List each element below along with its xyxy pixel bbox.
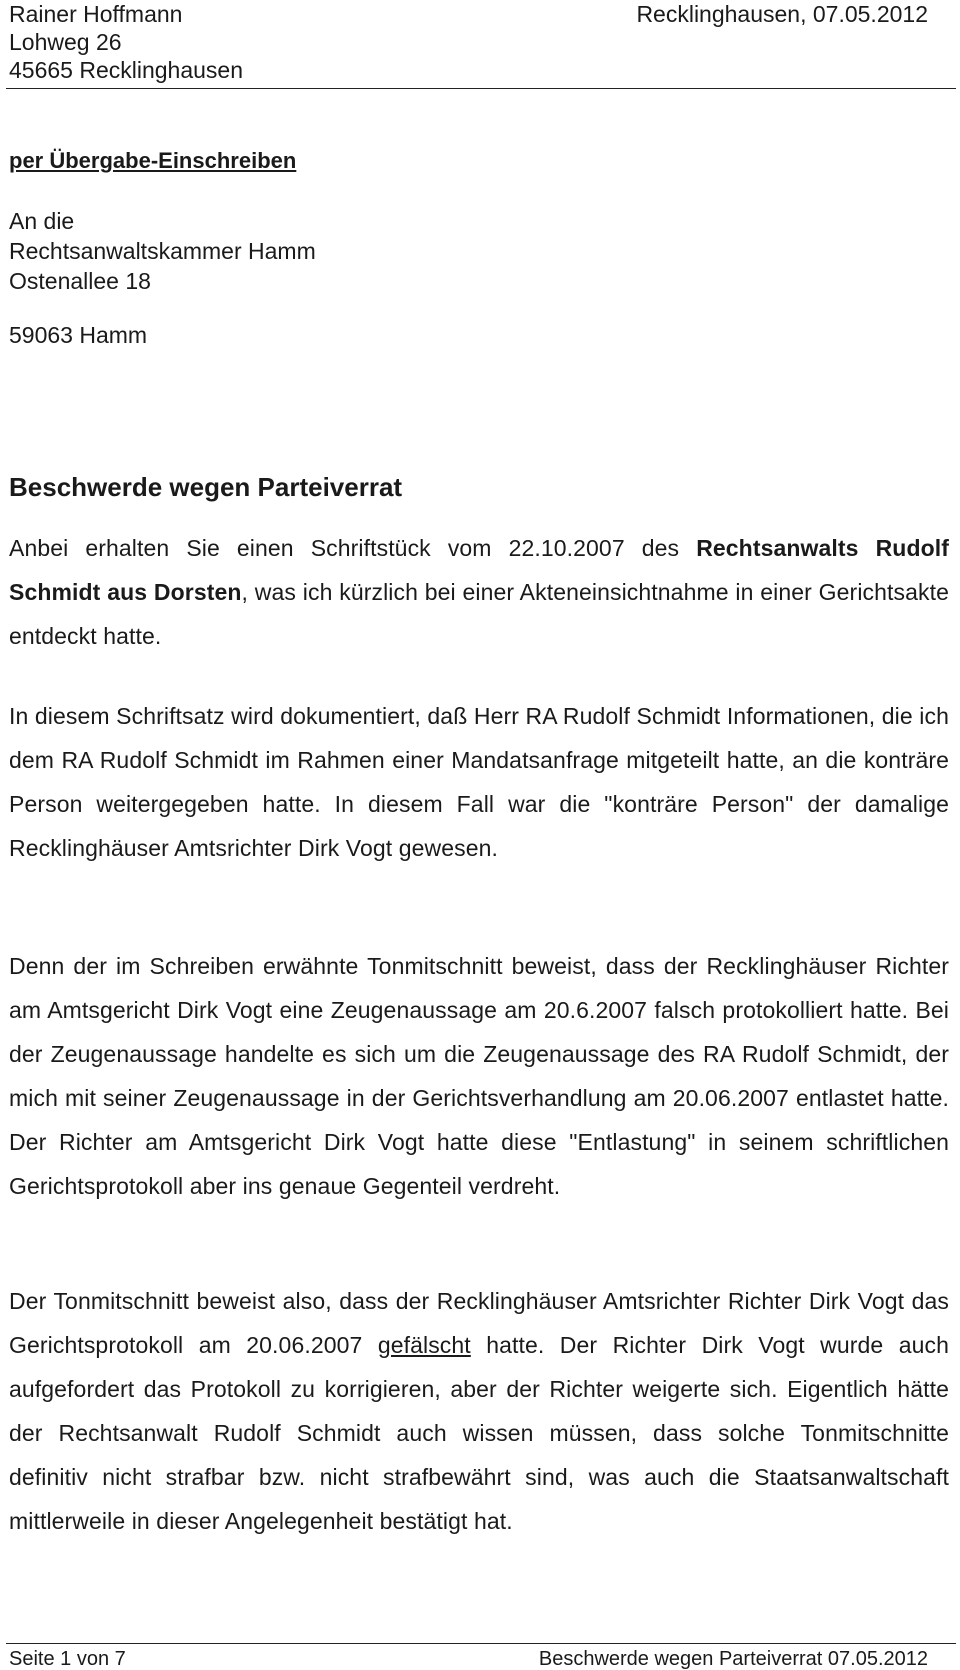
subject-line: Beschwerde wegen Parteiverrat [9, 472, 403, 502]
paragraph-4 [9, 1279, 949, 1543]
footer-divider [6, 1643, 956, 1644]
sender-name: Rainer Hoffmann [9, 1, 183, 27]
recipient-address [9, 206, 316, 296]
paragraph-2: In diesem Schriftsatz wird dokumentiert, daß Herr RA Rudolf Schmidt Informationen, die ich dem RA Rudolf Schmidt im Rahmen einer Mandatsanfrage mitgeteilt hatte, an die konträre Person weitergegeben hatte. In diesem Fall war die "konträre Person" der damalige Recklinghäuser Amtsrichter Dirk Vogt gewesen. [9, 703, 949, 861]
paragraph-1-text-c: , was ich kürzlich bei einer Akteneinsichtnahme in einer Gerichtsakte entdeckt hatte. [9, 579, 949, 649]
sender-city: 45665 Recklinghausen [9, 57, 244, 83]
paragraph-1-text-a: Anbei erhalten Sie einen Schriftstück vom 22.10.2007 des [9, 535, 697, 561]
page-number: Seite 1 von 7 [9, 1648, 126, 1670]
recipient-line2: Rechtsanwaltskammer Hamm [9, 238, 316, 264]
paragraph-1 [9, 526, 949, 658]
paragraph-1-bold: Rechtsanwalts Rudolf Schmidt aus Dorsten [9, 535, 949, 605]
footer-title: Beschwerde wegen Parteiverrat 07.05.2012 [538, 1648, 928, 1670]
sender-street: Lohweg 26 [9, 29, 122, 55]
paragraph-4-text-a: Der Tonmitschnitt beweist also, dass der Recklinghäuser Amtsrichter Richter Dirk Vogt das Gerichtsprotokoll am 20.06.2007 [9, 1288, 949, 1358]
paragraph-4-text-c: hatte. Der Richter Dirk Vogt wurde auch aufgefordert das Protokoll zu korrigieren, aber der Richter weigerte sich. Eigentlich hätte der Rechtsanwalt Rudolf Schmidt auch wissen müssen, dass solche Tonmitschnitte definitiv nicht strafbar bzw. nicht strafbewährt sind, was auch die Staatsanwaltschaft mittlerweile in dieser Angelegenheit bestätigt hat. [9, 1332, 949, 1534]
recipient-line1: An die [9, 208, 75, 234]
recipient-line3: Ostenallee 18 [9, 268, 151, 294]
sender-address [9, 0, 243, 84]
recipient-city: 59063 Hamm [9, 322, 148, 348]
paragraph-4-underlined: gefälscht [377, 1332, 471, 1358]
header-divider [6, 88, 956, 89]
delivery-method: per Übergabe-Einschreiben [9, 148, 297, 173]
paragraph-3: Denn der im Schreiben erwähnte Tonmitschnitt beweist, dass der Recklinghäuser Richter am Amtsgericht Dirk Vogt eine Zeugenaussage am 20.6.2007 falsch protokolliert hatte. Bei der Zeugenaussage handelte es sich um die Zeugenaussage des RA Rudolf Schmidt, der mich mit seiner Zeugenaussage in der Gerichtsverhandlung am 20.06.2007 entlastet hatte. Der Richter am Amtsgericht Dirk Vogt hatte diese "Entlastung" in seinem schriftlichen Gerichtsprotokoll aber ins genaue Gegenteil verdreht. [9, 953, 949, 1199]
place-date: Recklinghausen, 07.05.2012 [636, 1, 928, 27]
